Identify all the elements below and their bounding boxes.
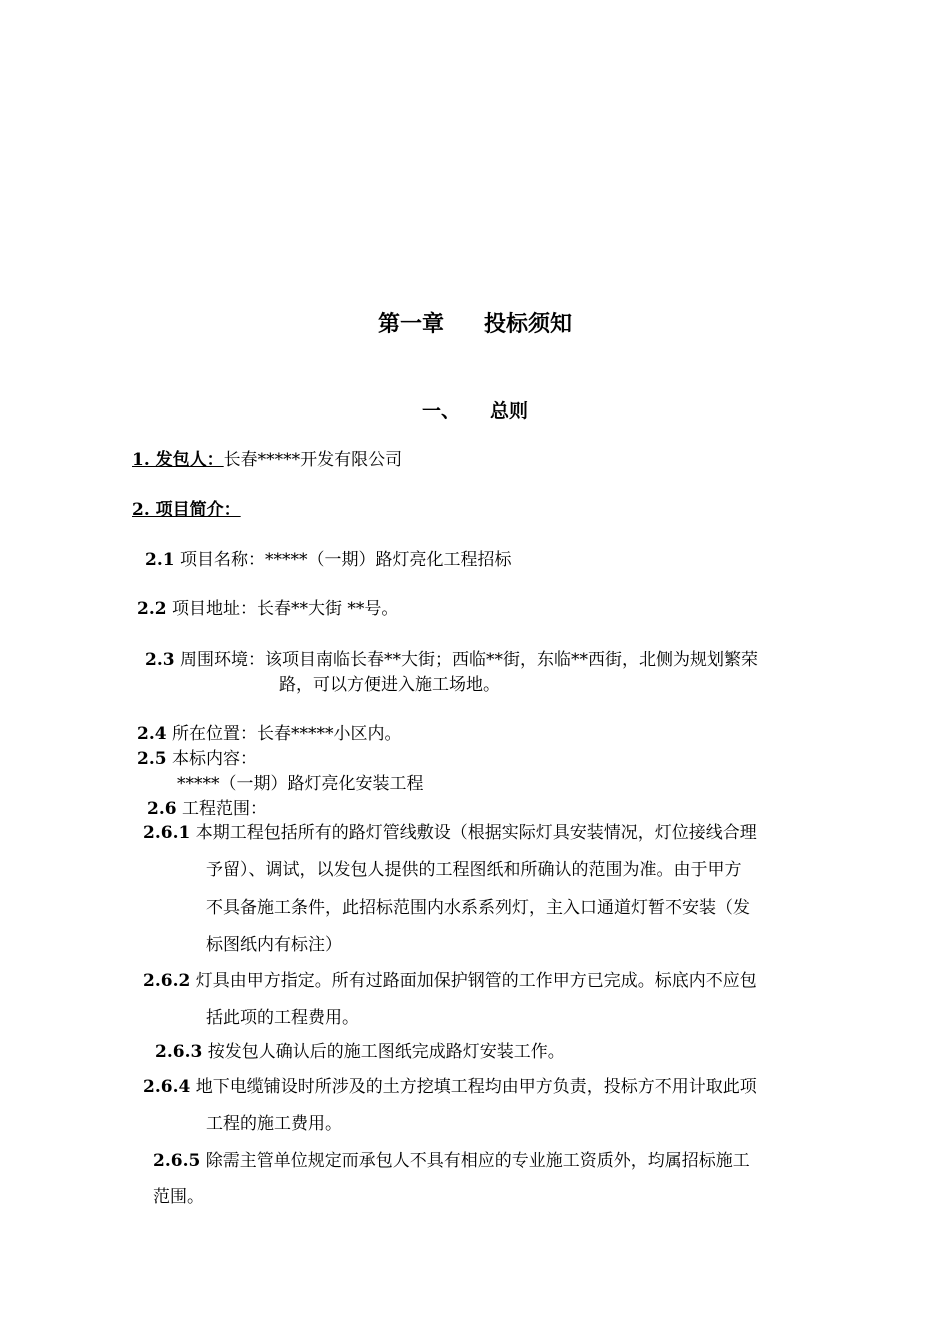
item-2-6-3-num: 2.6.3 xyxy=(155,1042,203,1062)
item-2-6-5-line-2: 范围。 xyxy=(153,1187,204,1207)
item-2-4-num: 2.4 xyxy=(137,724,167,744)
item-2-6-5-text: 除需主管单位规定而承包人不具有相应的专业施工资质外，均属招标施工 xyxy=(200,1151,750,1171)
chapter-name: 投标须知 xyxy=(484,312,573,337)
item-2-2-text: 项目地址：长春**大街 **号。 xyxy=(166,599,399,619)
item-2-label: 2. 项目简介： xyxy=(132,500,241,520)
item-2-6-4-num: 2.6.4 xyxy=(143,1077,191,1097)
item-2-2-num: 2.2 xyxy=(137,599,167,619)
item-2-5 xyxy=(137,748,257,770)
item-2-6-3-text: 按发包人确认后的施工图纸完成路灯安装工作。 xyxy=(202,1042,565,1062)
item-2-4-text: 所在位置：长春*****小区内。 xyxy=(166,724,402,744)
section-title xyxy=(0,397,950,425)
chapter-number: 第一章 xyxy=(377,312,444,337)
item-2-5-content: *****（一期）路灯亮化安装工程 xyxy=(177,774,424,794)
item-2-6-text: 工程范围： xyxy=(176,799,267,819)
item-2-5-num: 2.5 xyxy=(137,749,167,769)
item-1-label: 1. 发包人： xyxy=(132,450,224,470)
item-2-6-1-num: 2.6.1 xyxy=(143,823,191,843)
item-2-1-num: 2.1 xyxy=(145,550,175,570)
section-number: 一、 xyxy=(421,400,460,422)
item-2-6-4-line-2: 工程的施工费用。 xyxy=(206,1114,342,1134)
item-2-6-5-line-1 xyxy=(153,1150,750,1172)
item-2-6-2-line-1 xyxy=(143,970,757,992)
item-2-6 xyxy=(147,798,267,820)
item-2-5-text: 本标内容： xyxy=(166,749,257,769)
item-2-6-1-line-3: 不具备施工条件，此招标范围内水系系列灯，主入口通道灯暂不安装（发 xyxy=(206,898,750,918)
item-2-6-num: 2.6 xyxy=(147,799,177,819)
item-2-6-1-line-2: 予留）、调试，以发包人提供的工程图纸和所确认的范围为准。由于甲方 xyxy=(206,860,742,880)
item-2-1-text: 项目名称：*****（一期）路灯亮化工程招标 xyxy=(174,550,512,570)
item-2-6-1-text: 本期工程包括所有的路灯管线敷设（根据实际灯具安装情况，灯位接线合理 xyxy=(190,823,757,843)
item-2-6-2-line-2: 括此项的工程费用。 xyxy=(206,1008,359,1028)
item-2-2 xyxy=(137,598,398,620)
item-2-1 xyxy=(145,549,511,571)
item-2-6-5-num: 2.6.5 xyxy=(153,1151,201,1171)
item-2-6-2-num: 2.6.2 xyxy=(143,971,191,991)
item-2-3-line-1 xyxy=(145,649,758,671)
item-2-6-3-line-1 xyxy=(155,1041,565,1063)
item-2-6-4-text: 地下电缆铺设时所涉及的土方挖填工程均由甲方负责，投标方不用计取此项 xyxy=(190,1077,757,1097)
item-2-6-2-text: 灯具由甲方指定。所有过路面加保护钢管的工作甲方已完成。标底内不应包 xyxy=(190,971,757,991)
item-2-heading xyxy=(132,499,241,521)
item-2-4 xyxy=(137,723,401,745)
item-2-6-1-line-4: 标图纸内有标注） xyxy=(206,935,342,955)
item-2-3-line-2: 路，可以方便进入施工场地。 xyxy=(279,675,500,695)
section-name: 总则 xyxy=(490,400,529,422)
item-2-3-num: 2.3 xyxy=(145,650,175,670)
item-1-employer xyxy=(132,449,402,471)
chapter-title xyxy=(0,310,950,340)
item-1-value: 长春*****开发有限公司 xyxy=(223,450,403,470)
item-2-3-text: 周围环境：该项目南临长春**大街；西临**街，东临**西街，北侧为规划繁荣 xyxy=(174,650,758,670)
item-2-6-1-line-1 xyxy=(143,822,757,844)
item-2-6-4-line-1 xyxy=(143,1076,757,1098)
